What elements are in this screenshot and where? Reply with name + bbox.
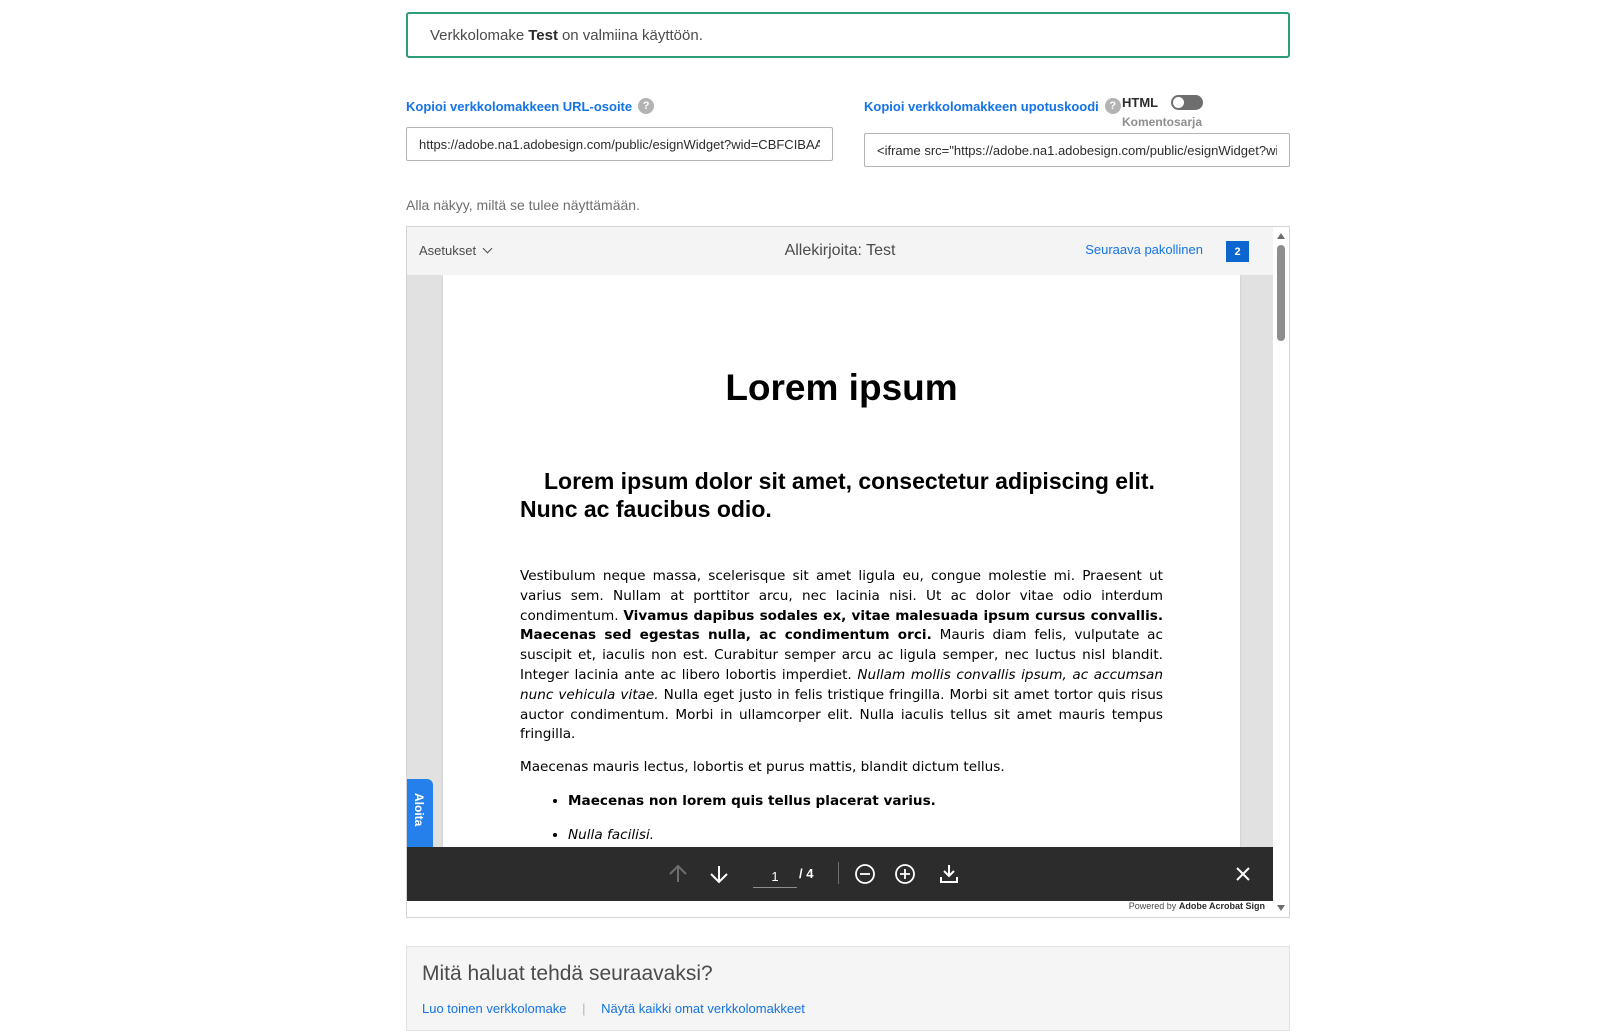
embed-format-toggle-group (1122, 94, 1203, 129)
list-item (568, 827, 936, 843)
preview-scrollbar[interactable] (1273, 227, 1289, 917)
preview-header (407, 227, 1273, 276)
url-label-text: Kopioi verkkolomakkeen URL-osoite (406, 98, 633, 114)
document-heading: Lorem ipsum dolor sit amet, consectetur adipiscing elit. Nunc ac faucibus odio. (520, 468, 1155, 522)
document-toolbar (407, 847, 1273, 901)
next-page-button[interactable] (705, 847, 733, 901)
embed-code-field[interactable] (864, 133, 1290, 167)
toggle-html-label: HTML (1122, 95, 1159, 110)
para-italic-text: Nullam mollis convallis ipsum, ac accumsan nunc vehicula vitae. (520, 666, 1163, 703)
settings-menu[interactable] (419, 243, 491, 258)
document-viewer[interactable] (407, 275, 1273, 900)
download-button[interactable] (935, 847, 963, 901)
required-count-badge: 2 (1226, 241, 1249, 262)
document-paragraph (520, 567, 1163, 745)
para-bold-text: Vivamus dapibus sodales ex, vitae malesuada ipsum cursus convallis. Maecenas sed egestas nulla, ac condimentum orci. (520, 607, 1163, 644)
powered-by-brand: Adobe Acrobat Sign (1178, 901, 1265, 911)
zoom-in-icon (894, 863, 916, 885)
powered-by (1129, 901, 1265, 911)
view-all-forms-link[interactable]: Näytä kaikki omat verkkolomakkeet (601, 1001, 805, 1016)
create-another-form-link[interactable]: Luo toinen verkkolomake (422, 1001, 567, 1016)
scroll-down-arrow[interactable] (1277, 905, 1285, 911)
arrow-down-icon (708, 863, 730, 885)
para-text: Vestibulum neque massa, scelerisque sit amet ligula eu, congue molestie mi. Praesent ut varius sem. Nullam at porttitor arcu, nec lacinia nisi. Ut ac dolor vitae odio interdum condimentum. (520, 568, 1163, 624)
preview-frame (406, 226, 1290, 918)
start-tab-label: Aloita (412, 793, 426, 827)
document-paragraph-2: Maecenas mauris lectus, lobortis et purus mattis, blandit dictum tellus. (520, 759, 1005, 775)
toolbar-divider (838, 862, 839, 884)
preview-caption: Alla näkyy, miltä se tulee näyttämään. (406, 197, 640, 213)
zoom-out-icon (854, 863, 876, 885)
agreement-title: Allekirjoita: Test (784, 242, 896, 259)
list-item-text: Maecenas non lorem quis tellus placerat varius. (568, 793, 936, 809)
next-steps-links (422, 1001, 805, 1016)
close-icon (1234, 865, 1252, 883)
embed-label-text: Kopioi verkkolomakkeen upotuskoodi (864, 98, 1099, 114)
banner-form-name: Test (528, 26, 558, 44)
page-total: / 4 (799, 866, 814, 881)
page-number-input[interactable] (753, 865, 797, 888)
para-text: Mauris diam felis, vulputate ac suscipit et, iaculis non est. Curabitur semper arcu ac ligula semper, nec luctus nisl blandit. Integer lacinia ante ac libero lobortis imperdiet. (520, 627, 1163, 683)
close-viewer-button[interactable] (1229, 847, 1257, 901)
scroll-up-arrow[interactable] (1277, 233, 1285, 239)
zoom-out-button[interactable] (851, 847, 879, 901)
next-steps-panel (406, 946, 1290, 1031)
para-text: Nulla eget justo in felis tristique fringilla. Morbi sit amet tortor quis risus auctor condimentum. Morbi in ullamcorper elit. Nulla iaculis tellus sit amet mauris tempus fringilla. (520, 686, 1163, 743)
start-tab[interactable] (407, 779, 433, 855)
download-icon (938, 863, 960, 885)
list-item (568, 793, 936, 809)
zoom-in-button[interactable] (891, 847, 919, 901)
list-item-text: Nulla facilisi. (568, 827, 655, 843)
toggle-script-label: Komentosarja (1122, 115, 1203, 129)
chevron-down-icon (483, 244, 493, 254)
settings-label: Asetukset (419, 243, 477, 258)
url-field[interactable] (406, 127, 833, 161)
document-page (443, 275, 1240, 875)
prev-page-button[interactable] (664, 847, 692, 901)
toggle-knob (1173, 97, 1184, 108)
url-label (406, 98, 654, 114)
document-title: Lorem ipsum (725, 367, 958, 408)
next-steps-title: Mitä haluat tehdä seuraavaksi? (422, 962, 713, 985)
link-separator: | (582, 1001, 586, 1016)
help-icon[interactable]: ? (1105, 98, 1121, 114)
banner-suffix: on valmiina käyttöön. (561, 26, 703, 44)
next-required-link[interactable]: Seuraava pakollinen (1085, 242, 1203, 257)
scroll-thumb[interactable] (1277, 245, 1285, 341)
arrow-up-icon (667, 863, 689, 885)
embed-format-toggle[interactable] (1171, 95, 1203, 110)
help-icon[interactable]: ? (638, 98, 654, 114)
powered-by-prefix: Powered by (1128, 901, 1177, 911)
success-banner (406, 12, 1290, 58)
embed-label (864, 98, 1121, 114)
banner-prefix: Verkkolomake (430, 26, 525, 44)
